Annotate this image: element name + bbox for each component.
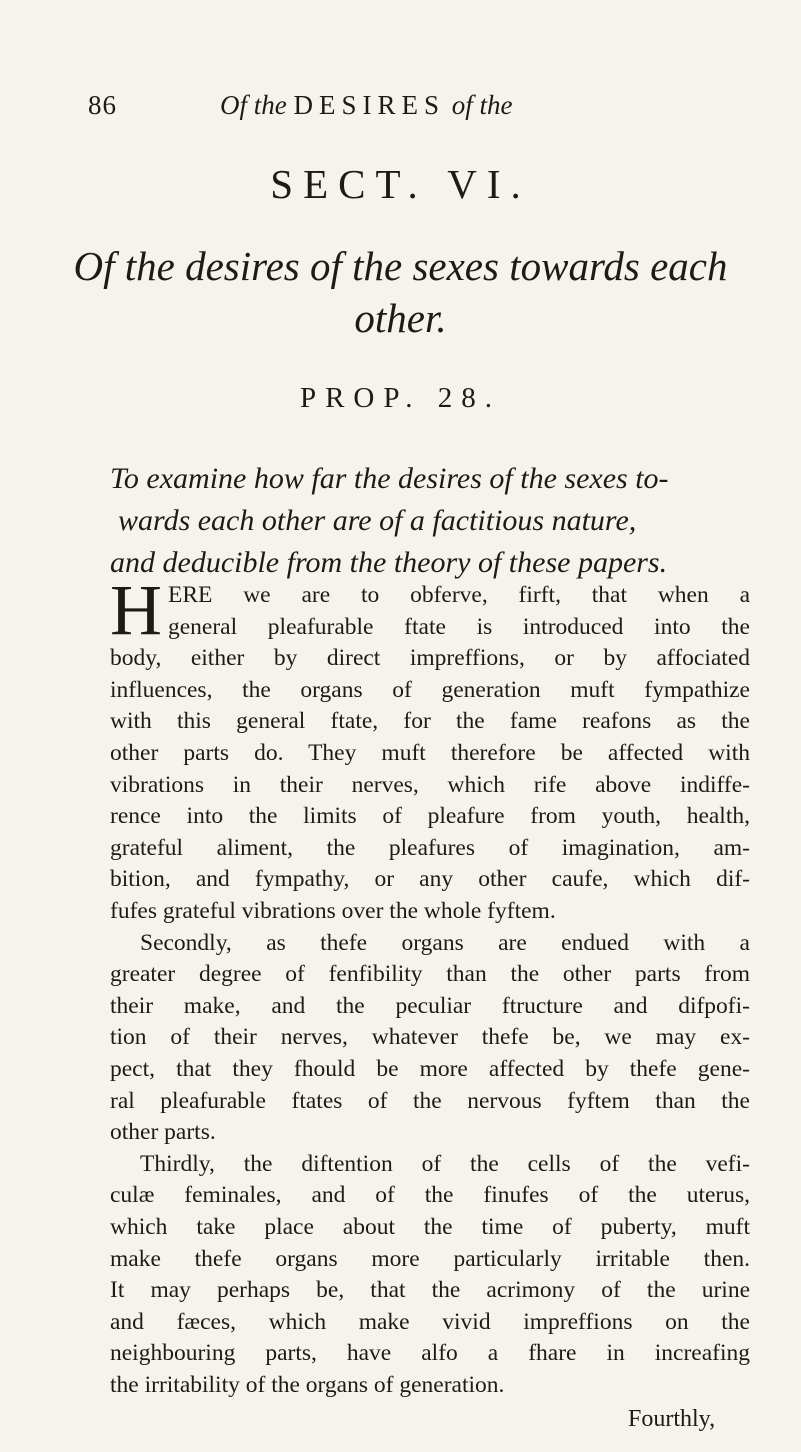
section-heading: SECT. VI. (270, 161, 531, 207)
text-line: Secondly, as thefe organs are endued with a (140, 929, 750, 956)
catchword: Fourthly, (628, 1406, 716, 1432)
text-line: and fæces, which make vivid impreffions on the (110, 1308, 750, 1335)
section-title (60, 240, 741, 344)
text-line: influences, the organs of generation muft fympathize (110, 676, 750, 703)
text-line: other parts do. They muft therefore be affected with (110, 740, 750, 766)
text-line: make thefe organs more particularly irritable then. (110, 1245, 750, 1272)
section-title-line: Of the desires of the sexes towards each (73, 243, 728, 289)
proposition-title-line: To examine how far the desires of the sexes to- (110, 462, 669, 495)
text-line: bition, and fympathy, or any other caufe, which dif- (110, 866, 750, 893)
page-number: 86 (88, 90, 117, 120)
text-line: Thirdly, the diftention of the cells of the vefi- (140, 1150, 750, 1177)
running-title-part: of the (451, 90, 513, 120)
proposition-title (110, 458, 750, 584)
text-line: ral pleafurable ftates of the nervous fyftem than the (110, 1087, 750, 1114)
text-line: It may perhaps be, that the acrimony of the urine (110, 1277, 750, 1304)
proposition-title-line: wards each other are of a factitious nature, (118, 504, 637, 537)
text-line: which take place about the time of puberty, muft (110, 1214, 750, 1240)
text-line: pect, that they fhould be more affected by thefe gene- (110, 1056, 750, 1082)
drop-cap: H (110, 570, 162, 650)
section-title-line: other. (354, 295, 447, 341)
text-line: grateful aliment, the pleafures of imagination, am- (110, 834, 750, 861)
proposition-title-line: and deducible from the theory of these papers. (110, 546, 668, 579)
text-line: vibrations in their nerves, which rife above indiffe- (110, 771, 750, 798)
text-line: with this general ftate, for the fame reafons as the (110, 708, 750, 735)
text-line: rence into the limits of pleafure from youth, health, (110, 803, 750, 830)
running-title-part: DESIRES (293, 90, 446, 120)
text-line: the irritability of the organs of generation. (110, 1372, 505, 1398)
running-header (88, 90, 728, 130)
text-line: neighbouring parts, have alfo a fhare in increafing (110, 1340, 750, 1367)
text-line: general pleafurable ftate is introduced into the (168, 613, 750, 640)
text-line: greater degree of fenfibility than the other parts from (110, 961, 750, 988)
text-line: fufes grateful vibrations over the whole fyftem. (110, 898, 556, 924)
text-line: tion of their nerves, whatever thefe be, we may ex- (110, 1024, 750, 1051)
text-line: culæ feminales, and of the finufes of the uterus, (110, 1182, 750, 1209)
proposition-label: PROP. 28. (299, 382, 502, 414)
text-line: other parts. (110, 1119, 216, 1146)
text-line: ERE we are to obferve, firft, that when a (168, 582, 750, 608)
running-title (220, 90, 513, 121)
text-line: their make, and the peculiar ftructure and difpofi- (110, 992, 750, 1019)
text-line: body, either by direct impreffions, or by affociated (110, 645, 750, 672)
running-title-part: Of the (220, 90, 287, 120)
